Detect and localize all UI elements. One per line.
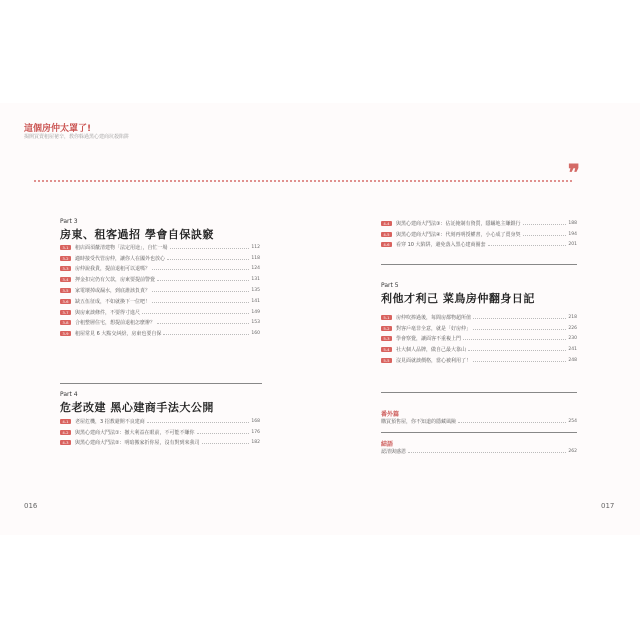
toc-entry-page: 262: [568, 448, 577, 454]
chapter-number-badge: 5-2: [381, 326, 392, 331]
dot-leader: [468, 350, 566, 351]
chapter-number-badge: 5-1: [381, 315, 392, 320]
chapter-number-badge: 3-6: [60, 299, 71, 304]
dot-leader: [152, 269, 249, 270]
part3-label: Part 3: [60, 218, 78, 225]
dot-leader: [163, 334, 249, 335]
dot-leader: [152, 302, 249, 303]
part3-title: 房東、租客過招 學會自保訣竅: [60, 228, 214, 241]
chapter-number-badge: 5-3: [381, 336, 392, 341]
toc-entry-title: 與黑心建商大鬥法①：撤大利益在眼前，不可能不賺你: [75, 429, 195, 436]
closing-entry: [381, 446, 577, 457]
toc-entry-title: 老屋危機，3 招教避開不良建商: [75, 418, 145, 425]
chapter-number-badge: 3-8: [60, 320, 71, 325]
toc-entry-page: 112: [251, 244, 260, 250]
dot-leader: [488, 245, 567, 246]
toc-entry-page: 188: [568, 220, 577, 226]
toc-entry-page: 168: [251, 418, 260, 424]
chapter-number-badge: 4-4: [381, 221, 392, 226]
toc-entry-page: 131: [251, 277, 260, 283]
closing-label: 結語: [381, 441, 394, 448]
toc-entry[interactable]: [381, 416, 577, 427]
toc-entry-page: 124: [251, 266, 260, 272]
toc-entry-page: 201: [568, 242, 577, 248]
toc-entry-page: 153: [251, 320, 260, 326]
chapter-number-badge: 4-2: [60, 430, 71, 435]
chapter-number-badge: 3-2: [60, 256, 71, 261]
toc-entry-page: 141: [251, 298, 260, 304]
part5-title: 利他才利己 菜鳥房仲翻身日記: [381, 292, 535, 305]
section-rule: [381, 264, 577, 265]
toc-entry-title: 缺五伍征成，不如就換下一位吧！: [75, 298, 151, 305]
dot-leader: [147, 422, 250, 423]
part5-toc: [381, 312, 577, 366]
dot-leader: [463, 339, 566, 340]
toc-entry[interactable]: [60, 274, 260, 285]
toc-entry-title: 學會察覺，讓面客不重複上門: [396, 336, 462, 343]
toc-entry-title: 適時接受代管房仲，讓你人在國外也放心: [75, 255, 166, 262]
toc-entry[interactable]: [381, 323, 577, 334]
page-number-right: 017: [601, 502, 615, 510]
toc-entry[interactable]: [60, 427, 260, 438]
chapter-number-badge: 4-6: [381, 242, 392, 247]
toc-entry[interactable]: [60, 416, 260, 427]
toc-entry-page: 135: [251, 288, 260, 294]
toc-entry-title: 購買預售屋，你不知道的隱藏風險: [381, 418, 457, 425]
toc-entry[interactable]: [60, 253, 260, 264]
chapter-number-badge: 4-1: [60, 419, 71, 424]
toc-entry[interactable]: [381, 218, 577, 229]
toc-entry[interactable]: [60, 438, 260, 449]
dot-leader: [152, 291, 249, 292]
toc-entry-title: 沒見面就談價格，當心被利用了！: [396, 358, 472, 365]
dot-leader: [408, 452, 566, 453]
toc-entry[interactable]: [60, 285, 260, 296]
toc-entry[interactable]: [60, 328, 260, 339]
toc-entry[interactable]: [381, 229, 577, 240]
section-rule: [60, 383, 262, 384]
toc-entry-page: 230: [568, 336, 577, 342]
chapter-number-badge: 5-5: [381, 358, 392, 363]
toc-entry[interactable]: [381, 355, 577, 366]
dot-leader: [458, 422, 566, 423]
chapter-number-badge: 3-7: [60, 310, 71, 315]
toc-entry-page: 226: [568, 325, 577, 331]
dot-leader: [142, 313, 249, 314]
toc-entry-page: 241: [568, 347, 577, 353]
toc-entry-page: 149: [251, 309, 260, 315]
section-rule: [381, 392, 577, 393]
toc-entry-page: 182: [251, 440, 260, 446]
dotted-divider: [34, 180, 572, 182]
toc-entry-title: 合租整層住宅，想提前退租怎麼辦？: [75, 320, 156, 327]
part3-toc: [60, 242, 260, 339]
toc-entry-page: 176: [251, 429, 260, 435]
chapter-number-badge: 3-4: [60, 277, 71, 282]
toc-entry-title: 與黑心建商大鬥法④：代刻再明授權書，小心成了賣身契: [396, 231, 521, 238]
dot-leader: [523, 224, 567, 225]
dot-leader: [473, 318, 566, 319]
book-title: 這個房仲太罩了!: [24, 124, 92, 134]
toc-entry[interactable]: [60, 264, 260, 275]
dot-leader: [197, 433, 250, 434]
part4-title: 危老改建 黑心建商手法大公開: [60, 401, 214, 414]
toc-entry-title: 租屋常見 6 大點交糾紛，房東也要自保: [75, 331, 162, 338]
quote-mark-icon: ❞: [568, 160, 580, 186]
toc-entry-page: 160: [251, 331, 260, 337]
chapter-number-badge: 4-3: [60, 440, 71, 445]
book-subtitle: 揭開買賣租屋祕辛，教你躲過黑心建商坑殺陷阱: [24, 134, 130, 140]
dot-leader: [157, 280, 249, 281]
toc-entry[interactable]: [60, 296, 260, 307]
dot-leader: [473, 361, 566, 362]
toc-entry-page: 118: [251, 255, 260, 261]
toc-entry-title: 房仲吹捧過後，每間房都物超所值: [396, 314, 472, 321]
part4-label: Part 4: [60, 391, 78, 398]
dot-leader: [523, 235, 567, 236]
toc-entry-title: 家電壞掉或漏水，到底誰該負責？: [75, 288, 151, 295]
dot-leader: [167, 259, 249, 260]
toc-entry-title: 與房東談條件，不要得寸進尺: [75, 309, 141, 316]
dot-leader: [170, 248, 250, 249]
toc-entry-title: 與黑心建商大鬥法③：佔託掩制有資質，隱瞞地主賺銀行: [396, 220, 521, 227]
toc-entry-page: 248: [568, 358, 577, 364]
toc-entry-title: 房仲說我貴，提前退租可以退嗎？: [75, 266, 151, 273]
part4-toc: [60, 416, 260, 448]
toc-entry[interactable]: [381, 446, 577, 457]
toc-entry[interactable]: [381, 240, 577, 251]
toc-entry-title: 社大個人品牌，做自己最大靠山: [396, 347, 467, 354]
chapter-number-badge: 3-5: [60, 288, 71, 293]
toc-entry-title: 與黑心建商大鬥法②：明暗搬家折你屋，沒有對到來我司: [75, 440, 200, 447]
toc-entry-page: 254: [568, 418, 577, 424]
dot-leader: [202, 443, 250, 444]
chapter-number-badge: 3-1: [60, 245, 71, 250]
page-number-left: 016: [24, 502, 38, 510]
part5-label: Part 5: [381, 282, 399, 289]
toc-entry[interactable]: [381, 334, 577, 345]
extra-label: 番外篇: [381, 411, 400, 418]
chapter-number-badge: 3-3: [60, 266, 71, 271]
chapter-number-badge: 4-5: [381, 232, 392, 237]
toc-entry-title: 認清與感恩: [381, 448, 407, 455]
toc-entry[interactable]: [381, 312, 577, 323]
toc-entry-title: 看穿 10 大陷阱，避免落入黑心建商圈套: [396, 242, 486, 249]
section-rule: [381, 432, 577, 433]
toc-entry-page: 194: [568, 231, 577, 237]
toc-entry-page: 218: [568, 314, 577, 320]
toc-entry-title: 租店面須釐清建物「法定用途」，自忙一場: [75, 244, 168, 251]
toc-entry-title: 押金扣完仍有欠款，房東要提前警覺: [75, 277, 156, 284]
toc-entry[interactable]: [381, 344, 577, 355]
toc-entry-title: 對客戶毫非全意，就是「好房仲」: [396, 325, 472, 332]
extra-entry: [381, 416, 577, 427]
chapter-number-badge: 3-9: [60, 331, 71, 336]
dot-leader: [473, 329, 566, 330]
toc-entry[interactable]: [60, 307, 260, 318]
dot-leader: [157, 323, 249, 324]
part4-toc-continued: [381, 218, 577, 250]
toc-entry[interactable]: [60, 242, 260, 253]
chapter-number-badge: 5-4: [381, 347, 392, 352]
toc-entry[interactable]: [60, 318, 260, 329]
